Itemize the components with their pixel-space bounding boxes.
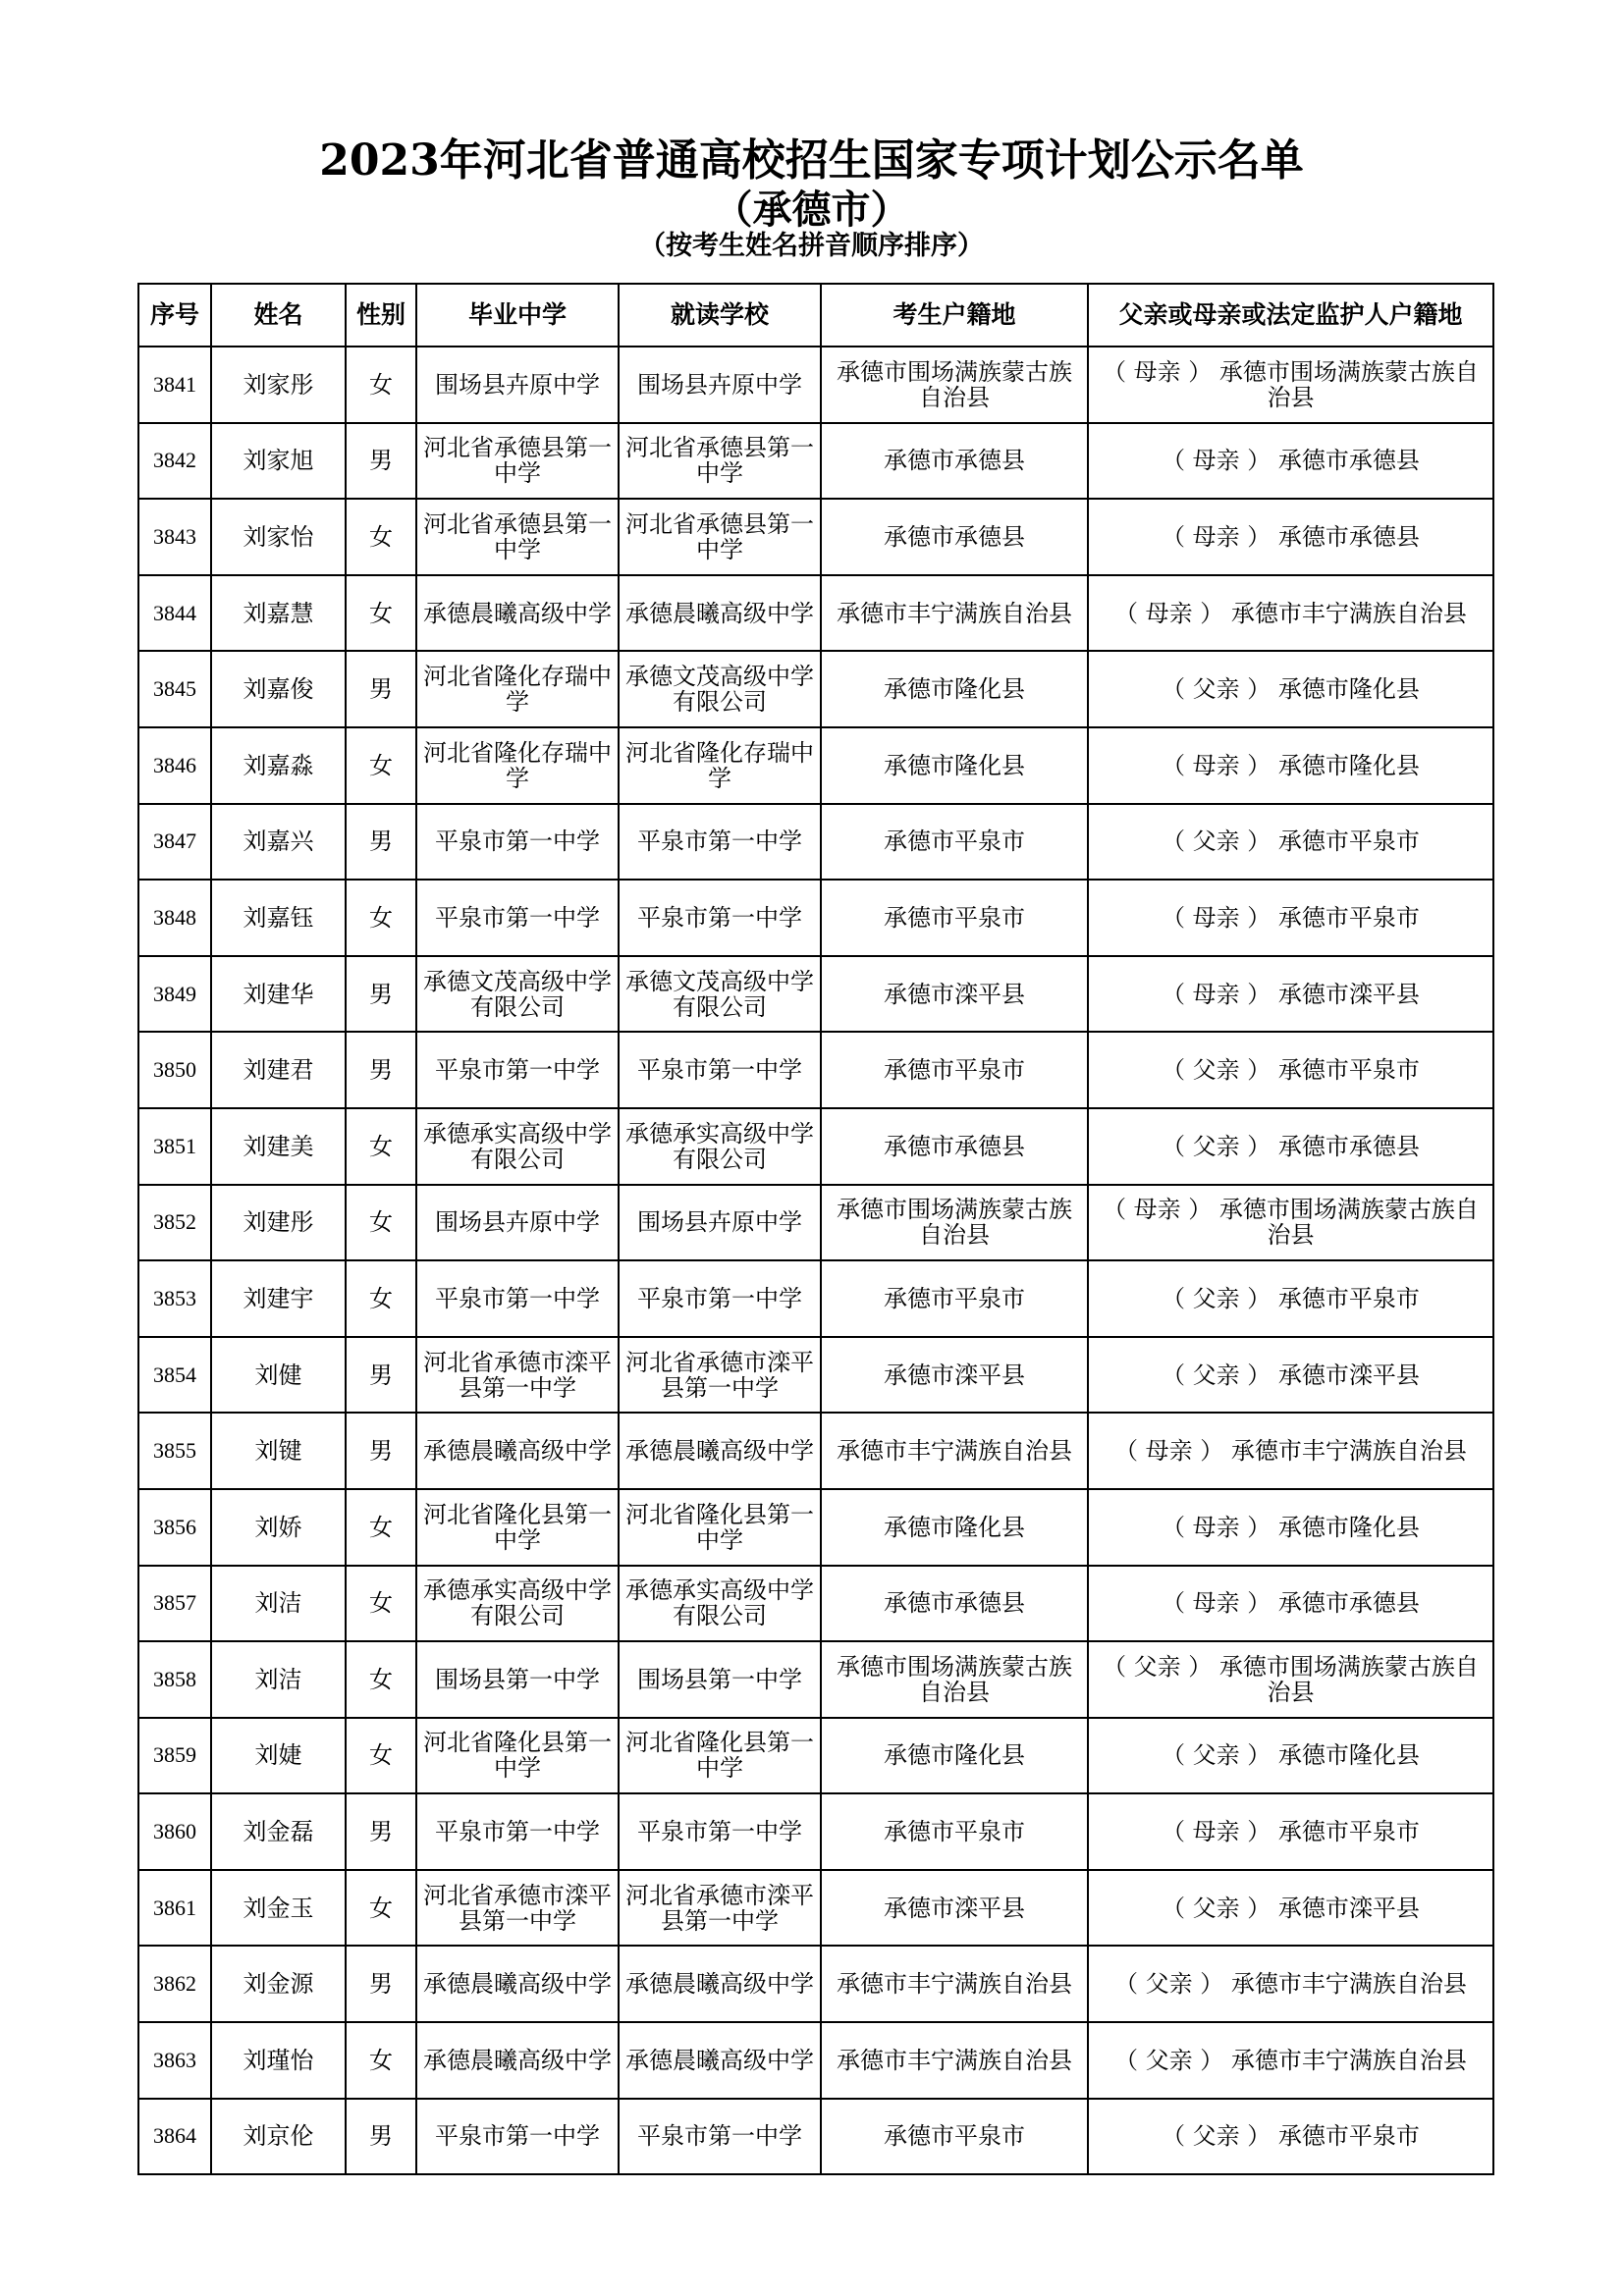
guardian-hukou-cell: （ 父亲 ） 承德市丰宁满族自治县 xyxy=(1088,2022,1493,2099)
candidate-hukou-cell: 承德市围场满族蒙古族自治县 xyxy=(821,347,1088,423)
gender-cell: 男 xyxy=(346,651,416,727)
graduation-school-cell: 围场县卉原中学 xyxy=(416,1185,619,1261)
name-cell: 刘婕 xyxy=(211,1718,346,1794)
guardian-hukou-cell: （ 父亲 ） 承德市滦平县 xyxy=(1088,1337,1493,1414)
seq-cell: 3857 xyxy=(138,1566,211,1642)
gender-cell: 男 xyxy=(346,1793,416,1870)
current-school-cell: 承德承实高级中学有限公司 xyxy=(619,1566,821,1642)
candidate-hukou-cell: 承德市平泉市 xyxy=(821,880,1088,956)
graduation-school-cell: 河北省承德市滦平县第一中学 xyxy=(416,1870,619,1947)
table-row xyxy=(138,956,1493,1033)
gender-cell: 女 xyxy=(346,880,416,956)
current-school-cell: 承德文茂高级中学有限公司 xyxy=(619,651,821,727)
candidate-hukou-cell: 承德市隆化县 xyxy=(821,727,1088,804)
guardian-hukou-cell: （ 父亲 ） 承德市承德县 xyxy=(1088,1108,1493,1185)
gender-cell: 女 xyxy=(346,2022,416,2099)
seq-cell: 3848 xyxy=(138,880,211,956)
header-gender: 性别 xyxy=(346,284,416,347)
table-row xyxy=(138,880,1493,956)
graduation-school-cell: 平泉市第一中学 xyxy=(416,804,619,881)
name-cell: 刘家旭 xyxy=(211,423,346,500)
table-row xyxy=(138,1946,1493,2022)
graduation-school-cell: 围场县第一中学 xyxy=(416,1641,619,1718)
graduation-school-cell: 承德承实高级中学有限公司 xyxy=(416,1566,619,1642)
page-subtitle: （承德市） xyxy=(713,187,910,233)
gender-cell: 女 xyxy=(346,1718,416,1794)
guardian-hukou-cell: （ 母亲 ） 承德市隆化县 xyxy=(1088,727,1493,804)
table-row xyxy=(138,1108,1493,1185)
seq-cell: 3842 xyxy=(138,423,211,500)
guardian-hukou-cell: （ 父亲 ） 承德市丰宁满族自治县 xyxy=(1088,1946,1493,2022)
guardian-hukou-cell: （ 母亲 ） 承德市围场满族蒙古族自治县 xyxy=(1088,347,1493,423)
name-cell: 刘嘉慧 xyxy=(211,575,346,652)
candidate-hukou-cell: 承德市承德县 xyxy=(821,499,1088,575)
name-cell: 刘娇 xyxy=(211,1489,346,1566)
seq-cell: 3860 xyxy=(138,1793,211,1870)
graduation-school-cell: 平泉市第一中学 xyxy=(416,1793,619,1870)
graduation-school-cell: 承德晨曦高级中学 xyxy=(416,1413,619,1489)
current-school-cell: 河北省隆化县第一中学 xyxy=(619,1489,821,1566)
current-school-cell: 平泉市第一中学 xyxy=(619,1260,821,1337)
current-school-cell: 承德承实高级中学有限公司 xyxy=(619,1108,821,1185)
candidate-hukou-cell: 承德市平泉市 xyxy=(821,1032,1088,1108)
guardian-hukou-cell: （ 父亲 ） 承德市平泉市 xyxy=(1088,1260,1493,1337)
guardian-hukou-cell: （ 父亲 ） 承德市平泉市 xyxy=(1088,1032,1493,1108)
table-row xyxy=(138,1337,1493,1414)
graduation-school-cell: 承德晨曦高级中学 xyxy=(416,575,619,652)
current-school-cell: 承德晨曦高级中学 xyxy=(619,1413,821,1489)
name-cell: 刘金磊 xyxy=(211,1793,346,1870)
seq-cell: 3843 xyxy=(138,499,211,575)
name-cell: 刘健 xyxy=(211,1337,346,1414)
graduation-school-cell: 平泉市第一中学 xyxy=(416,880,619,956)
candidate-hukou-cell: 承德市平泉市 xyxy=(821,1793,1088,1870)
name-cell: 刘建美 xyxy=(211,1108,346,1185)
gender-cell: 女 xyxy=(346,1566,416,1642)
seq-cell: 3855 xyxy=(138,1413,211,1489)
candidate-hukou-cell: 承德市平泉市 xyxy=(821,2099,1088,2175)
name-cell: 刘嘉钰 xyxy=(211,880,346,956)
current-school-cell: 平泉市第一中学 xyxy=(619,804,821,881)
seq-cell: 3850 xyxy=(138,1032,211,1108)
guardian-hukou-cell: （ 母亲 ） 承德市滦平县 xyxy=(1088,956,1493,1033)
current-school-cell: 河北省承德市滦平县第一中学 xyxy=(619,1337,821,1414)
header-graduation-school: 毕业中学 xyxy=(416,284,619,347)
graduation-school-cell: 河北省承德市滦平县第一中学 xyxy=(416,1337,619,1414)
name-cell: 刘洁 xyxy=(211,1641,346,1718)
header-candidate-hukou: 考生户籍地 xyxy=(821,284,1088,347)
table-row xyxy=(138,1641,1493,1718)
guardian-hukou-cell: （ 母亲 ） 承德市平泉市 xyxy=(1088,880,1493,956)
table-row xyxy=(138,1185,1493,1261)
header-seq: 序号 xyxy=(138,284,211,347)
gender-cell: 女 xyxy=(346,1870,416,1947)
candidate-hukou-cell: 承德市隆化县 xyxy=(821,1489,1088,1566)
seq-cell: 3858 xyxy=(138,1641,211,1718)
candidate-hukou-cell: 承德市滦平县 xyxy=(821,1870,1088,1947)
candidate-hukou-cell: 承德市隆化县 xyxy=(821,651,1088,727)
guardian-hukou-cell: （ 母亲 ） 承德市丰宁满族自治县 xyxy=(1088,1413,1493,1489)
table-row xyxy=(138,347,1493,423)
name-cell: 刘洁 xyxy=(211,1566,346,1642)
table-row xyxy=(138,1718,1493,1794)
current-school-cell: 承德晨曦高级中学 xyxy=(619,2022,821,2099)
table-row xyxy=(138,1260,1493,1337)
gender-cell: 女 xyxy=(346,727,416,804)
name-cell: 刘建华 xyxy=(211,956,346,1033)
table-row xyxy=(138,2099,1493,2175)
candidate-hukou-cell: 承德市丰宁满族自治县 xyxy=(821,2022,1088,2099)
table-row xyxy=(138,423,1493,500)
guardian-hukou-cell: （ 父亲 ） 承德市围场满族蒙古族自治县 xyxy=(1088,1641,1493,1718)
name-cell: 刘嘉兴 xyxy=(211,804,346,881)
roster-table xyxy=(137,283,1494,2175)
seq-cell: 3861 xyxy=(138,1870,211,1947)
name-cell: 刘嘉俊 xyxy=(211,651,346,727)
table-row xyxy=(138,651,1493,727)
guardian-hukou-cell: （ 母亲 ） 承德市丰宁满族自治县 xyxy=(1088,575,1493,652)
table-row xyxy=(138,727,1493,804)
candidate-hukou-cell: 承德市承德县 xyxy=(821,1566,1088,1642)
guardian-hukou-cell: （ 母亲 ） 承德市承德县 xyxy=(1088,499,1493,575)
candidate-hukou-cell: 承德市承德县 xyxy=(821,1108,1088,1185)
table-row xyxy=(138,1413,1493,1489)
seq-cell: 3862 xyxy=(138,1946,211,2022)
graduation-school-cell: 平泉市第一中学 xyxy=(416,1260,619,1337)
name-cell: 刘建宇 xyxy=(211,1260,346,1337)
name-cell: 刘建君 xyxy=(211,1032,346,1108)
gender-cell: 女 xyxy=(346,1641,416,1718)
current-school-cell: 围场县卉原中学 xyxy=(619,347,821,423)
graduation-school-cell: 平泉市第一中学 xyxy=(416,2099,619,2175)
current-school-cell: 承德晨曦高级中学 xyxy=(619,575,821,652)
name-cell: 刘键 xyxy=(211,1413,346,1489)
table-row xyxy=(138,1870,1493,1947)
header-guardian-hukou: 父亲或母亲或法定监护人户籍地 xyxy=(1088,284,1493,347)
graduation-school-cell: 承德文茂高级中学有限公司 xyxy=(416,956,619,1033)
gender-cell: 女 xyxy=(346,499,416,575)
seq-cell: 3847 xyxy=(138,804,211,881)
guardian-hukou-cell: （ 母亲 ） 承德市承德县 xyxy=(1088,1566,1493,1642)
current-school-cell: 承德文茂高级中学有限公司 xyxy=(619,956,821,1033)
graduation-school-cell: 平泉市第一中学 xyxy=(416,1032,619,1108)
gender-cell: 男 xyxy=(346,2099,416,2175)
seq-cell: 3845 xyxy=(138,651,211,727)
seq-cell: 3849 xyxy=(138,956,211,1033)
name-cell: 刘瑾怡 xyxy=(211,2022,346,2099)
seq-cell: 3854 xyxy=(138,1337,211,1414)
name-cell: 刘建彤 xyxy=(211,1185,346,1261)
current-school-cell: 平泉市第一中学 xyxy=(619,880,821,956)
gender-cell: 男 xyxy=(346,1032,416,1108)
header-name: 姓名 xyxy=(211,284,346,347)
candidate-hukou-cell: 承德市滦平县 xyxy=(821,956,1088,1033)
header-current-school: 就读学校 xyxy=(619,284,821,347)
table-row xyxy=(138,1793,1493,1870)
candidate-hukou-cell: 承德市丰宁满族自治县 xyxy=(821,1946,1088,2022)
guardian-hukou-cell: （ 母亲 ） 承德市围场满族蒙古族自治县 xyxy=(1088,1185,1493,1261)
graduation-school-cell: 河北省隆化存瑞中学 xyxy=(416,651,619,727)
graduation-school-cell: 河北省隆化县第一中学 xyxy=(416,1718,619,1794)
current-school-cell: 平泉市第一中学 xyxy=(619,2099,821,2175)
current-school-cell: 平泉市第一中学 xyxy=(619,1032,821,1108)
guardian-hukou-cell: （ 父亲 ） 承德市平泉市 xyxy=(1088,2099,1493,2175)
gender-cell: 女 xyxy=(346,347,416,423)
seq-cell: 3864 xyxy=(138,2099,211,2175)
candidate-hukou-cell: 承德市围场满族蒙古族自治县 xyxy=(821,1641,1088,1718)
table-row xyxy=(138,499,1493,575)
name-cell: 刘家怡 xyxy=(211,499,346,575)
seq-cell: 3859 xyxy=(138,1718,211,1794)
guardian-hukou-cell: （ 父亲 ） 承德市隆化县 xyxy=(1088,651,1493,727)
gender-cell: 男 xyxy=(346,423,416,500)
graduation-school-cell: 承德晨曦高级中学 xyxy=(416,2022,619,2099)
seq-cell: 3863 xyxy=(138,2022,211,2099)
gender-cell: 女 xyxy=(346,1185,416,1261)
candidate-hukou-cell: 承德市围场满族蒙古族自治县 xyxy=(821,1185,1088,1261)
candidate-hukou-cell: 承德市隆化县 xyxy=(821,1718,1088,1794)
gender-cell: 男 xyxy=(346,1413,416,1489)
table-row xyxy=(138,1489,1493,1566)
seq-cell: 3852 xyxy=(138,1185,211,1261)
seq-cell: 3844 xyxy=(138,575,211,652)
current-school-cell: 承德晨曦高级中学 xyxy=(619,1946,821,2022)
graduation-school-cell: 承德承实高级中学有限公司 xyxy=(416,1108,619,1185)
guardian-hukou-cell: （ 母亲 ） 承德市隆化县 xyxy=(1088,1489,1493,1566)
guardian-hukou-cell: （ 母亲 ） 承德市承德县 xyxy=(1088,423,1493,500)
table-row xyxy=(138,575,1493,652)
name-cell: 刘家彤 xyxy=(211,347,346,423)
graduation-school-cell: 承德晨曦高级中学 xyxy=(416,1946,619,2022)
gender-cell: 女 xyxy=(346,575,416,652)
gender-cell: 女 xyxy=(346,1489,416,1566)
candidate-hukou-cell: 承德市平泉市 xyxy=(821,804,1088,881)
table-header-row xyxy=(138,284,1493,347)
graduation-school-cell: 围场县卉原中学 xyxy=(416,347,619,423)
page-title: 2023年河北省普通高校招生国家专项计划公示名单 xyxy=(319,135,1304,186)
gender-cell: 女 xyxy=(346,1260,416,1337)
guardian-hukou-cell: （ 父亲 ） 承德市滦平县 xyxy=(1088,1870,1493,1947)
name-cell: 刘金玉 xyxy=(211,1870,346,1947)
name-cell: 刘金源 xyxy=(211,1946,346,2022)
seq-cell: 3851 xyxy=(138,1108,211,1185)
current-school-cell: 围场县卉原中学 xyxy=(619,1185,821,1261)
gender-cell: 男 xyxy=(346,956,416,1033)
graduation-school-cell: 河北省隆化存瑞中学 xyxy=(416,727,619,804)
seq-cell: 3856 xyxy=(138,1489,211,1566)
seq-cell: 3853 xyxy=(138,1260,211,1337)
gender-cell: 女 xyxy=(346,1108,416,1185)
graduation-school-cell: 河北省承德县第一中学 xyxy=(416,499,619,575)
gender-cell: 男 xyxy=(346,1946,416,2022)
graduation-school-cell: 河北省隆化县第一中学 xyxy=(416,1489,619,1566)
name-cell: 刘嘉淼 xyxy=(211,727,346,804)
gender-cell: 男 xyxy=(346,804,416,881)
candidate-hukou-cell: 承德市承德县 xyxy=(821,423,1088,500)
current-school-cell: 河北省承德市滦平县第一中学 xyxy=(619,1870,821,1947)
table-row xyxy=(138,2022,1493,2099)
sort-note: （按考生姓名拼音顺序排序） xyxy=(639,231,984,261)
current-school-cell: 河北省隆化存瑞中学 xyxy=(619,727,821,804)
graduation-school-cell: 河北省承德县第一中学 xyxy=(416,423,619,500)
seq-cell: 3841 xyxy=(138,347,211,423)
seq-cell: 3846 xyxy=(138,727,211,804)
table-row xyxy=(138,1032,1493,1108)
current-school-cell: 围场县第一中学 xyxy=(619,1641,821,1718)
candidate-hukou-cell: 承德市丰宁满族自治县 xyxy=(821,1413,1088,1489)
current-school-cell: 平泉市第一中学 xyxy=(619,1793,821,1870)
current-school-cell: 河北省承德县第一中学 xyxy=(619,423,821,500)
candidate-hukou-cell: 承德市滦平县 xyxy=(821,1337,1088,1414)
current-school-cell: 河北省隆化县第一中学 xyxy=(619,1718,821,1794)
guardian-hukou-cell: （ 父亲 ） 承德市平泉市 xyxy=(1088,804,1493,881)
table-row xyxy=(138,1566,1493,1642)
current-school-cell: 河北省承德县第一中学 xyxy=(619,499,821,575)
name-cell: 刘京伦 xyxy=(211,2099,346,2175)
guardian-hukou-cell: （ 母亲 ） 承德市平泉市 xyxy=(1088,1793,1493,1870)
guardian-hukou-cell: （ 父亲 ） 承德市隆化县 xyxy=(1088,1718,1493,1794)
candidate-hukou-cell: 承德市丰宁满族自治县 xyxy=(821,575,1088,652)
gender-cell: 男 xyxy=(346,1337,416,1414)
candidate-hukou-cell: 承德市平泉市 xyxy=(821,1260,1088,1337)
table-row xyxy=(138,804,1493,881)
